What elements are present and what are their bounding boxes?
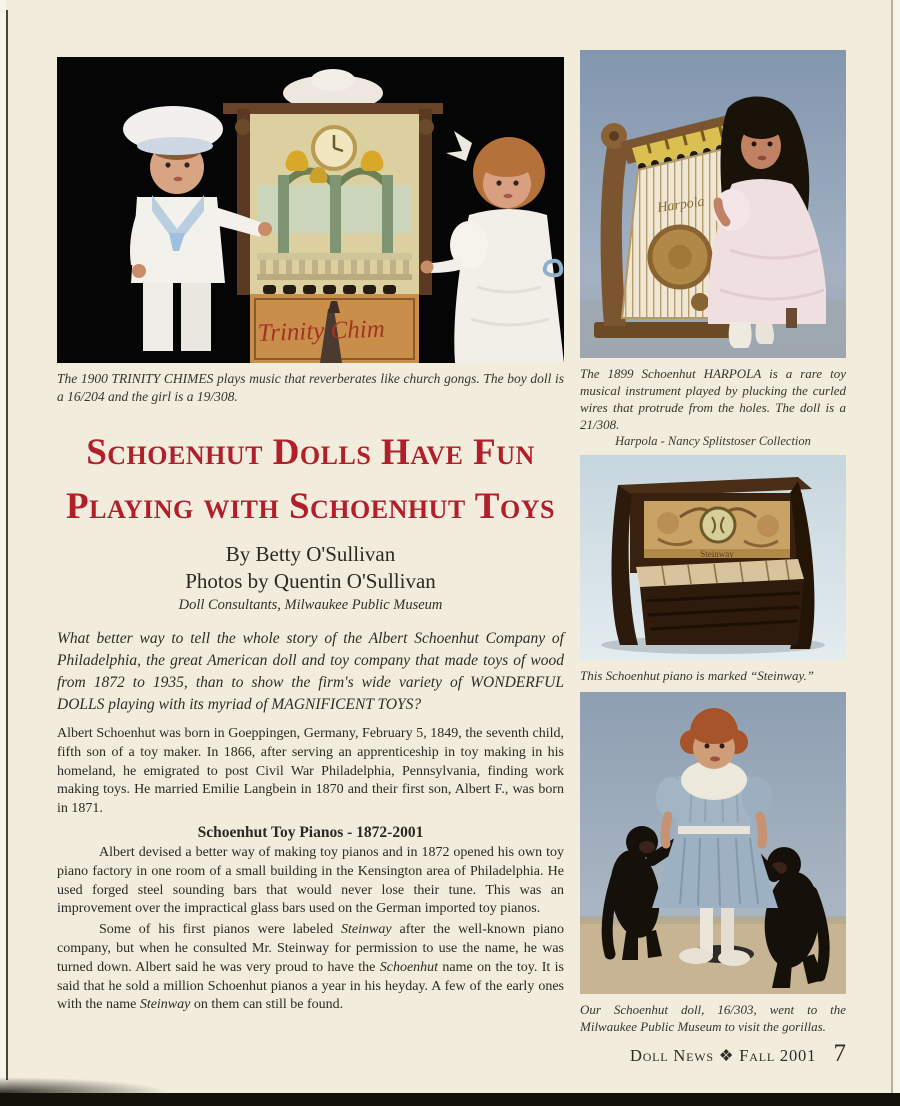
- piano-caption: This Schoenhut piano is marked “Steinway.”: [580, 668, 814, 683]
- body-paragraph-2: Albert devised a better way of making toy pianos and in 1872 opened his own toy piano factory in one room of a small building in the Kensington area of Philadelphia. He used forged steel sounding bars that would never lose their tune. This was an improvement over the impractical glass bars used on the German imported toy pianos.: [57, 844, 564, 917]
- harpola-caption: The 1899 Schoenhut HARPOLA is a rare toy musical instrument played by plucking the curled wires that protrude from the holes. The doll is a 21/308.: [580, 366, 846, 432]
- trinity-banner-text: Trinity Chim: [257, 315, 386, 347]
- trinity-caption: The 1900 TRINITY CHIMES plays music that reverberates like church gongs. The boy doll is a 16/204 and the girl is a 19/308.: [57, 371, 564, 404]
- trinity-chimes-photo: [57, 57, 564, 363]
- harpola-label: Harpola: [656, 194, 706, 216]
- piano-brand-text: Steinway: [700, 549, 734, 559]
- steinway-piano-illustration: [580, 455, 846, 660]
- scan-edge-right-line: [891, 0, 893, 1094]
- gorillas-caption: Our Schoenhut doll, 16/303, went to the Milwaukee Public Museum to visit the gorillas.: [580, 1002, 846, 1034]
- left-column: [57, 57, 564, 1015]
- right-column: [580, 50, 846, 1068]
- body-paragraph-1: Albert Schoenhut was born in Goeppingen, Germany, February 5, 1849, the seventh child, fifth son of a toy maker. In 1866, after serving an apprenticeship in toy making in his homeland, he emigrated to post Civil War Philadelphia, Pennsylvania, finding work making toys. He married Emilie Langbein in 1870 and their first son, Albert F., was born in 1871.: [57, 726, 564, 817]
- gorillas-photo: [580, 692, 846, 994]
- scan-edge-bottom-shadow: [0, 1077, 170, 1093]
- harpola-credit: Harpola - Nancy Splitstoser Collection: [615, 434, 811, 448]
- scan-edge-left-line: [6, 10, 8, 1080]
- page-number: 7: [833, 1040, 846, 1067]
- footer-separator-icon: ❖: [718, 1046, 735, 1065]
- body-paragraph-3: Some of his first pianos were labeled Steinway after the well-known piano company, but when he consulted Mr. Steinway for permission to use the name, he was turned down. Albert said he was very proud to have the Schoenhut name on the toy. It is said that he sold a million Schoenhut pianos a year in his heyday. A few of the early ones with the name Steinway on them can still be found.: [57, 922, 564, 1013]
- scan-edge-right-strip: [893, 0, 900, 1106]
- footer-journal: Doll News: [630, 1046, 714, 1065]
- article-title-line1: Schoenhut Dolls Have Fun: [86, 432, 535, 473]
- article-title-line2: Playing with Schoenhut Toys: [66, 486, 555, 527]
- author-affiliation: Doll Consultants, Milwaukee Public Museum: [178, 597, 443, 613]
- gorillas-illustration: [580, 692, 846, 994]
- chimes-toy: [223, 69, 443, 363]
- intro-paragraph: What better way to tell the whole story of the Albert Schoenhut Company of Philadelphia, the great American doll and toy company that made toys of wood from 1872 to 1935, than to show the firm's wide variety of WONDERFUL DOLLS playing with its myriad of MAGNIFICENT TOYS?: [57, 630, 564, 713]
- footer-issue: Fall 2001: [739, 1046, 817, 1065]
- harpola-illustration: [580, 50, 846, 358]
- footer-journal-line: [630, 1046, 816, 1066]
- steinway-piano-photo: [580, 455, 846, 660]
- page-footer: [580, 1040, 846, 1068]
- trinity-chimes-illustration: [57, 57, 564, 363]
- byline-block: [57, 542, 564, 614]
- scan-edge-bottom: [0, 1093, 900, 1106]
- byline: By Betty O'Sullivan: [225, 542, 396, 566]
- photographer-credit: Photos by Quentin O'Sullivan: [185, 569, 436, 593]
- section-subheading: Schoenhut Toy Pianos - 1872-2001: [197, 823, 424, 841]
- article-title: [57, 426, 564, 534]
- harpola-photo: [580, 50, 846, 358]
